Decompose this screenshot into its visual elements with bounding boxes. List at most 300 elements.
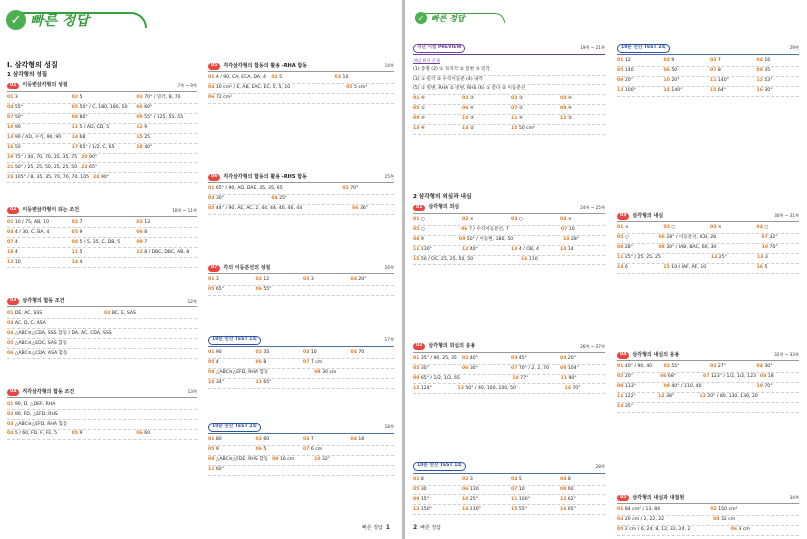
answer-cell: 04 ○	[756, 225, 769, 231]
answer-cell	[335, 197, 394, 202]
section-page-range: 24쪽 ~ 25쪽	[580, 204, 605, 210]
answer-cell	[665, 256, 707, 261]
answer-cell: 12 25°	[710, 255, 727, 261]
answer-cell: 09 30° / IAB, BAC, 60, 30	[658, 245, 717, 251]
section-title: 직각삼각형의 합동 조건	[22, 389, 75, 396]
answer-cell: 02 9	[663, 58, 675, 64]
answer-cell: 09 30 cm	[314, 370, 337, 376]
answer-cell	[104, 423, 197, 428]
answer-row	[413, 95, 605, 105]
section-page-range: 32쪽 ~ 33쪽	[774, 352, 799, 358]
answer-cell	[104, 413, 197, 418]
answer-cell: 13 50° / 40, 100, 100, 50	[457, 385, 516, 391]
answer-row	[7, 173, 197, 183]
answer-cell: 01 ○	[413, 216, 425, 222]
answer-cell: 10 34°	[208, 380, 225, 386]
answer-row	[617, 57, 799, 67]
section-badge: 01	[413, 205, 425, 212]
section-page-range: 26쪽 ~ 27쪽	[580, 343, 605, 349]
answer-row	[617, 77, 799, 87]
answer-cell: 02 35	[255, 350, 270, 356]
answer-cell: 07 123° / 1/2, 1/2, 123	[703, 374, 756, 380]
answer-cell	[356, 371, 394, 376]
answer-cell: 06 ④	[462, 106, 474, 112]
answer-cell: 01 90, D, △DEF, RHA	[7, 401, 56, 407]
section-page-range: 12쪽	[187, 298, 197, 304]
section-badge: 10분 연산 TEST 2회	[617, 44, 670, 53]
answer-cell	[141, 156, 197, 161]
answer-row	[7, 228, 197, 238]
answer-cell: 06 △ABC≡△CDA, ASA 합동	[7, 350, 68, 356]
answer-cell: 02 60	[255, 437, 270, 443]
answer-cell	[116, 332, 197, 337]
answer-cell: 06 68°	[660, 374, 677, 380]
answer-cell: 12 38°	[658, 394, 675, 400]
section-header	[413, 462, 605, 473]
answer-cell: 05 ○	[413, 226, 425, 232]
answer-cell: 05 9	[71, 229, 83, 235]
answer-cell: 11 25° / 25, 25, 25	[617, 255, 661, 261]
section-header	[208, 63, 394, 72]
answer-cell: 12 ③	[560, 116, 572, 122]
answer-row	[617, 87, 799, 97]
answer-cell: 08 104°	[560, 365, 579, 371]
answer-row	[617, 516, 799, 526]
answer-cell: 02 150 cm²	[710, 507, 738, 513]
preview-concept-line: (3) ① 밑각 ② 수직이등분 (4) 내각	[413, 76, 605, 86]
answer-cell: 06 3 cm	[730, 527, 750, 533]
footer-label: 빠른 정답	[420, 525, 442, 531]
answer-cell: 16 50	[7, 144, 21, 150]
answer-section	[208, 336, 394, 389]
section-page-range: 29쪽	[789, 45, 799, 51]
answer-cell: 08 ④	[560, 106, 572, 112]
section-badge: 02	[413, 343, 425, 350]
answer-cell: 02 ③	[462, 96, 474, 102]
answer-cell: 01 8	[413, 476, 424, 482]
answer-cell: 09 7	[136, 239, 148, 245]
section-badge: 07	[208, 265, 220, 272]
section-badge: 05	[617, 495, 629, 502]
answer-cell: 01 DE, AC, SSS	[7, 310, 43, 316]
answer-cell: 01 4 / 90, CA, ECA, DA, 4	[208, 75, 266, 81]
answer-cell: 11 5	[71, 249, 83, 255]
answer-cell: 12 124°	[413, 385, 432, 391]
answer-page-2	[405, 0, 807, 539]
section-title: 직각삼각형의 합동의 활용 -RHS 합동	[223, 173, 307, 180]
answer-cell: 03 7	[303, 437, 314, 443]
preview-concept-line: (5) ① 빗변, RHA ② 빗변, RHS (6) ① 같다 ② 이등분선	[413, 85, 605, 95]
answer-row	[208, 205, 394, 215]
answer-cell: 06 5	[255, 447, 267, 453]
answer-cell	[710, 405, 753, 410]
answer-cell: 15 50 / OC, 25, 25, 50, 50	[413, 256, 474, 262]
answer-cell: 03 AC, D, C, ASA	[7, 320, 46, 326]
answer-cell: 02 5	[271, 75, 283, 81]
answer-cell	[513, 228, 557, 233]
answer-cell: 10 4	[7, 249, 18, 255]
section-header	[413, 343, 605, 352]
answer-cell	[303, 288, 347, 293]
answer-cell: 07 10	[511, 486, 525, 492]
answer-cell: 04 4 / 30, C, BA, 4	[7, 229, 50, 235]
answer-cell: 05 5 cm²	[346, 85, 368, 91]
answer-cell	[147, 176, 197, 181]
answer-cell: 14 110°	[462, 506, 481, 512]
answer-cell: 08 9	[413, 236, 424, 242]
answer-cell: 02 5	[71, 94, 83, 100]
answer-cell: 09 16 cm	[272, 457, 295, 463]
answer-row	[617, 224, 799, 234]
answer-cell: 14 35°	[617, 404, 634, 410]
footer-page-number: 2	[413, 524, 418, 531]
column-left	[7, 62, 197, 440]
answer-cell: 03 5	[511, 476, 522, 482]
answer-cell: 17 65° / 1/2, C, 65	[71, 144, 115, 150]
answer-cell: 06 36°	[352, 206, 369, 212]
answer-cell: 09 55° / 125, 55, 55	[136, 114, 184, 120]
answer-cell	[141, 166, 197, 171]
answer-cell	[694, 528, 726, 533]
answer-cell: 10 77°	[512, 375, 529, 381]
answer-row	[208, 436, 394, 446]
column-left	[413, 44, 605, 515]
answer-cell: 15 50 cm²	[511, 126, 536, 132]
section-header	[7, 83, 197, 92]
answer-cell: 07 8	[710, 68, 721, 74]
answer-cell: 03 △ABC≡△EFD, RHA 합동	[7, 421, 68, 427]
answer-cell: 13 ④	[413, 126, 425, 132]
section-header	[617, 213, 799, 222]
answer-cell: 10 28°	[563, 236, 580, 242]
answer-cell	[520, 387, 561, 392]
answer-cell: 12 40°	[462, 246, 479, 252]
answer-row	[7, 329, 197, 339]
answer-cell: 05 9	[208, 447, 219, 453]
answer-row	[208, 195, 394, 205]
section-header	[617, 352, 799, 361]
answer-row	[617, 234, 799, 244]
answer-cell: 11 ④	[511, 116, 523, 122]
answer-cell: 11 60°	[208, 467, 225, 473]
section-title: 이등변삼각형의 성질	[22, 82, 68, 89]
answer-cell	[104, 403, 197, 408]
answer-row	[413, 216, 605, 226]
answer-row	[413, 105, 605, 115]
answer-cell: 14 4	[71, 259, 83, 265]
answer-cell: 07 7 cm	[303, 360, 323, 366]
answer-row	[413, 236, 605, 246]
answer-cell	[136, 261, 197, 266]
answer-cell: 06 8	[136, 229, 148, 235]
answer-cell: 13 150°	[413, 506, 432, 512]
answer-cell: 12 62°	[560, 496, 577, 502]
answer-cell: 06 8	[255, 360, 267, 366]
answer-row	[413, 125, 605, 135]
answer-row	[208, 74, 394, 84]
answer-cell: 03 10	[334, 75, 349, 81]
section-page-range: 15쪽	[384, 174, 394, 180]
answer-cell: 01 ×	[617, 225, 629, 231]
preview-badge: 지난 시험 PREVIEW	[413, 44, 465, 53]
logo-swoosh	[22, 12, 147, 28]
answer-row	[617, 244, 799, 254]
preview-concept-line: (1) 증명 (2) ① 꼭지각 ② 밑변 ③ 밑각	[413, 66, 605, 76]
answer-section	[413, 343, 605, 394]
answer-cell: 02 3	[462, 476, 473, 482]
answer-cell: 06 50	[663, 68, 678, 74]
answer-cell: 03 30°	[208, 196, 225, 202]
answer-cell: 19 75° / 40, 70, 70, 35, 35, 75	[7, 154, 78, 160]
answer-cell	[351, 361, 395, 366]
answer-cell	[104, 322, 197, 327]
answer-cell: 04 30°	[756, 364, 773, 370]
section-page-range: 14쪽	[384, 63, 394, 69]
answer-row	[7, 134, 197, 144]
answer-cell: 12 9	[136, 124, 148, 130]
section-badge: 05	[208, 63, 220, 70]
answer-cell: 04 8	[560, 476, 571, 482]
answer-row	[413, 226, 605, 236]
section-badge: 03	[617, 213, 629, 220]
answer-cell: 13 10	[7, 259, 21, 265]
answer-cell: 03 13	[136, 219, 151, 225]
answer-cell: 16 5	[756, 265, 768, 271]
answer-cell: 05 44° / 90, AE, AC, 2, 44, 44, 46, 46, 44	[208, 206, 303, 212]
answer-cell: 02 90, FD, △EFD, RHS	[7, 411, 58, 417]
answer-cell: 01 3	[7, 94, 18, 100]
section-title: 삼각형의 내심의 응용	[632, 351, 680, 358]
answer-row	[413, 476, 605, 486]
answer-cell: 07 ②	[511, 106, 523, 112]
section-title: 각의 이등분선의 성질	[223, 264, 271, 271]
answer-row	[7, 144, 197, 154]
answer-cell: 01 12	[617, 58, 631, 64]
page-footer	[362, 524, 390, 531]
answer-cell: 22 65°	[81, 164, 98, 170]
logo-swoosh	[425, 13, 505, 23]
answer-cell: 04 △ABC≡△CDA, SSS 합동 / DA, AC, CDA, SSS	[7, 330, 112, 336]
answer-cell: 04 10 cm² / E, AB, EAC, EC, 5, 5, 10	[208, 85, 291, 91]
answer-section	[7, 207, 197, 268]
answer-cell: 04 20°	[560, 355, 577, 361]
answer-row	[7, 339, 197, 349]
answer-cell: 05 ○	[617, 235, 629, 241]
answer-cell: 13 4 / OB, 4	[511, 246, 539, 252]
answer-cell	[356, 458, 394, 463]
answer-cell: 09 50° / 이등변, 180, 50	[458, 236, 514, 242]
answer-row	[7, 410, 197, 420]
answer-cell: 01 80	[208, 437, 222, 443]
answer-row	[413, 256, 605, 266]
answer-section	[208, 63, 394, 104]
answer-section	[208, 423, 394, 476]
answer-cell: 10 25°	[462, 496, 479, 502]
answer-cell: 08 35	[756, 68, 771, 74]
footer-label: 빠른 정답	[361, 525, 383, 531]
answer-cell: 01 35° / 90, 25, 35	[413, 355, 457, 361]
answer-row	[208, 359, 394, 369]
answer-cell: 06 30°	[462, 365, 479, 371]
answer-cell	[565, 258, 605, 263]
answer-cell: 11 140°	[710, 78, 729, 84]
answer-cell	[758, 518, 799, 523]
answer-cell: 05 4	[208, 360, 219, 366]
answer-row	[617, 526, 799, 536]
answer-cell: 07 70° / 2, 2, 70	[511, 365, 550, 371]
answer-cell	[710, 385, 753, 390]
answer-row	[7, 400, 197, 410]
answer-cell: 18 40°	[136, 144, 153, 150]
answer-cell: 03 20 cm / 2, 22, 22	[617, 517, 665, 523]
answer-cell: 23 105° / B, 35, 35, 70, 70, 70, 105	[7, 174, 90, 180]
answer-section	[7, 389, 197, 440]
answer-cell	[560, 127, 605, 132]
answer-cell	[294, 86, 342, 91]
answer-cell: 15 10 / IAF, AF, 10	[663, 265, 707, 271]
answer-cell: 05 20°	[617, 374, 634, 380]
section-header	[7, 298, 197, 307]
section-page-range: 30쪽 ~ 31쪽	[774, 213, 799, 219]
section-badge: 10분 연산 TEST 1회	[413, 462, 466, 471]
section-badge: 01	[7, 83, 19, 90]
answer-row	[7, 238, 197, 248]
answer-cell	[517, 238, 559, 243]
section-page-range: 13쪽	[187, 389, 197, 395]
answer-cell: 03 45°	[511, 355, 528, 361]
answer-section	[617, 495, 799, 536]
answer-cell: 15 25	[136, 134, 151, 140]
answer-row	[208, 84, 394, 94]
answer-row	[7, 104, 197, 114]
answer-cell: 16 30°	[756, 88, 773, 94]
answer-cell: 13 100°	[617, 88, 636, 94]
answer-row	[7, 309, 197, 319]
preview-legend: 개념 확인 문제	[413, 58, 440, 64]
answer-cell: 02 ×	[462, 216, 474, 222]
answer-cell	[757, 508, 799, 513]
answer-cell: 03 ③	[511, 96, 523, 102]
answer-section	[413, 205, 605, 266]
answer-cell: 16 65°	[560, 506, 577, 512]
answer-cell: 08 28°	[617, 245, 634, 251]
preview-page: 19쪽 ~ 21쪽	[580, 45, 605, 51]
answer-cell: 05 50° / C, 180, 180, 50	[71, 104, 128, 110]
answer-cell: 06 130	[462, 486, 479, 492]
answer-cell: 14 68	[71, 134, 86, 140]
section-page-range: 17쪽	[384, 337, 394, 343]
answer-row	[413, 365, 605, 375]
answer-cell: 05 9	[71, 431, 83, 437]
answer-cell: 10 70°	[756, 384, 773, 390]
answer-row	[617, 373, 799, 383]
answer-cell: 13 3	[756, 255, 768, 261]
answer-row	[208, 456, 394, 466]
section-badge: 02	[7, 207, 19, 214]
answer-row	[208, 446, 394, 456]
answer-cell: 15 55°	[511, 506, 528, 512]
answer-cell: 09 ⑤	[413, 116, 425, 122]
answer-row	[617, 403, 799, 413]
answer-cell: 02 7	[71, 219, 83, 225]
answer-row	[413, 355, 605, 365]
answer-row	[617, 506, 799, 516]
answer-cell: 01 ④	[413, 96, 425, 102]
answer-cell: 09 15°	[413, 496, 430, 502]
answer-cell: 07 4	[7, 239, 18, 245]
answer-section	[617, 352, 799, 413]
answer-cell: 21 50° / 25, 25, 50, 25, 25, 50	[7, 164, 78, 170]
answer-cell	[104, 342, 197, 347]
column-right	[208, 63, 394, 476]
answer-cell: 01 84 cm² / 13, 84	[617, 507, 661, 513]
answer-section	[208, 265, 394, 296]
answer-row	[208, 276, 394, 286]
section-header	[617, 495, 799, 504]
answer-row	[208, 94, 394, 104]
answer-cell: 06 55°	[255, 287, 272, 293]
subchapter-title: 1 삼각형의 성질	[7, 72, 48, 78]
section-header	[7, 207, 197, 216]
answer-cell	[287, 187, 339, 192]
answer-cell: 02 70°	[342, 186, 359, 192]
answer-cell: 16 110	[521, 256, 538, 262]
answer-cell: 08 △ABC≡△EFD, RHA 합동	[208, 370, 269, 376]
answer-cell	[303, 468, 347, 473]
section-page-range: 34쪽	[789, 495, 799, 501]
answer-cell: 08 60	[560, 486, 574, 492]
answer-row	[413, 505, 605, 515]
answer-row	[7, 258, 197, 268]
answer-row	[413, 486, 605, 496]
answer-cell: 11 65°	[255, 380, 272, 386]
answer-cell: 10 70°	[761, 245, 778, 251]
answer-cell: 11 90°	[560, 375, 577, 381]
answer-cell: 05 30	[413, 486, 427, 492]
answer-row	[617, 393, 799, 403]
answer-cell: 02 ○	[663, 225, 676, 231]
answer-cell: 01 40° / 90, 40	[617, 364, 653, 370]
answer-cell: 07 10	[560, 226, 575, 232]
answer-cell: 12 8 / DBC, DBC, AB, 8	[136, 249, 190, 255]
answer-cell: 02 12	[255, 277, 270, 283]
answer-row	[617, 67, 799, 77]
answer-cell: 13 20° / 80, 130, 130, 20	[699, 394, 758, 400]
answer-logo	[415, 12, 465, 24]
answer-cell: 03 ×	[710, 225, 722, 231]
answer-cell: 05 ①	[413, 106, 425, 112]
answer-row	[413, 115, 605, 125]
section-page-range: 28쪽	[595, 463, 605, 469]
answer-row	[413, 375, 605, 385]
answer-row	[208, 369, 394, 379]
answer-logo	[6, 10, 89, 30]
section-page-range: 10쪽 ~ 11쪽	[172, 207, 197, 213]
answer-page-1	[0, 0, 402, 539]
answer-cell	[664, 405, 707, 410]
answer-cell: 04 5 / 60, FD, F, FE, 5	[7, 431, 58, 437]
answer-cell	[303, 381, 347, 386]
column-right	[617, 44, 799, 536]
answer-row	[617, 264, 799, 274]
answer-cell: 04 25°	[271, 196, 288, 202]
answer-cell: 11 100°	[511, 496, 530, 502]
answer-row	[7, 430, 197, 440]
logo-title: 빠른 정답	[431, 13, 465, 23]
answer-row	[208, 185, 394, 195]
answer-row	[208, 379, 394, 389]
answer-cell: 03 70° / 밑각, B, 70	[136, 94, 181, 100]
